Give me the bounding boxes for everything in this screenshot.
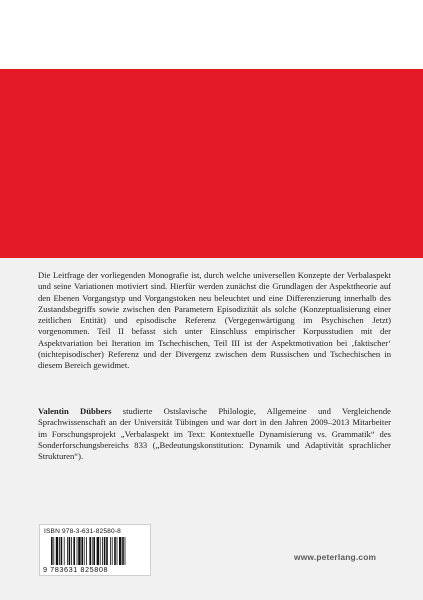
barcode-digits: 9 783631 825808 (43, 565, 109, 574)
barcode-bar (89, 537, 91, 565)
barcode-bar (53, 537, 54, 565)
barcode-bars (51, 537, 147, 565)
barcode-bar (102, 537, 103, 565)
barcode-bar (104, 537, 106, 565)
book-summary: Die Leitfrage der vorliegenden Monografie ist, durch welche universellen Konzepte der Verbalaspekt und seine Variationen motiviert sind. Hierfür werden zunächst die Grundlagen der Aspekttheorie auf den Ebenen Vorgangstyp und Vorgangstoken neu beleuchtet und eine Differenzierung innerhalb des Zustandsbegriffs sowie zwischen den Parametern Episodizität als solche (Konzeptualisierung einer zeitlichen Entität) und episodische Referenz (Vergegenwärtigung im Psychischen Jetzt) vorgenommen. Teil II befasst sich unter Einschluss empirischer Korpusstudien mit der Aspektvariation bei Iteration im Tschechischen, Teil III ist der Aspektmotivation bei ‚faktischer‘ (nichtepisodischer) Referenz und der Divergenz zwischen dem Russischen und Tschechischen in diesem Bereich gewidmet. (38, 270, 391, 371)
barcode-bar (106, 537, 108, 565)
barcode-bar (67, 537, 68, 565)
barcode-bar (122, 537, 124, 565)
author-bio-text: studierte Ostslavische Philologie, Allgemeine und Vergleichende Sprachwissenschaft an der Universität Tübingen und war dort in den Jahren 2009–2013 Mitarbeiter im Forschungsprojekt „Verbalaspekt im Text: Kontextuelle Dynamisierung vs. Grammatik“ des Sonderforschungsbereichs 833 („Bedeutungskonstitution: Dynamik und Adaptivität sprachlicher Strukturen“). (38, 406, 391, 462)
isbn-number: ISBN 978-3-631-82580-8 (44, 528, 121, 535)
barcode-bar (114, 537, 116, 565)
barcode-bar (81, 537, 83, 565)
red-color-band (0, 69, 423, 258)
author-name: Valentin Dübbers (38, 406, 112, 416)
barcode-bar (51, 537, 53, 565)
barcode-bar (86, 537, 87, 565)
barcode-bar (84, 537, 85, 565)
barcode-bar (119, 537, 121, 565)
barcode-bar (71, 537, 72, 565)
publisher-website: www.peterlang.com (294, 552, 377, 562)
barcode-bar (77, 537, 78, 565)
barcode-bar (110, 537, 111, 565)
barcode-bar (59, 537, 60, 565)
barcode-bar (112, 537, 113, 565)
barcode-bar (125, 537, 126, 565)
barcode-bar (69, 537, 71, 565)
barcode-bar (78, 537, 80, 565)
author-bio (38, 406, 391, 462)
barcode-bar (117, 537, 118, 565)
barcode-bar (100, 537, 101, 565)
barcode-bar (56, 537, 58, 565)
isbn-barcode (39, 524, 151, 576)
barcode-bar (97, 537, 99, 565)
barcode-bar (64, 537, 65, 565)
barcode-bar (73, 537, 75, 565)
barcode-bar (93, 537, 95, 565)
top-white-area (0, 0, 423, 69)
barcode-bar (61, 537, 63, 565)
barcode-bar (92, 537, 93, 565)
